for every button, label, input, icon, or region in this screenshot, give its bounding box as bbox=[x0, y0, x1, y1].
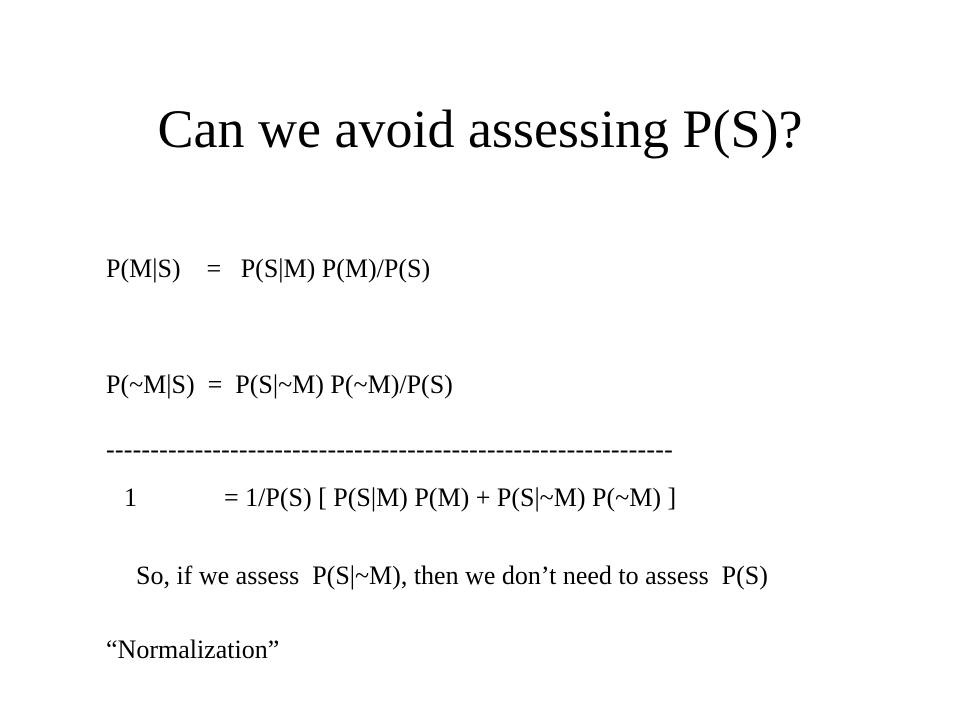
bayes-equation-m: P(M|S) = P(S|M) P(M)/P(S) bbox=[106, 254, 431, 283]
normalization-label: “Normalization” bbox=[106, 635, 280, 664]
sum-divider-line: ---------------------------------------------------------------- bbox=[106, 435, 673, 464]
slide-title: Can we avoid assessing P(S)? bbox=[157, 99, 803, 159]
bayes-equation-not-m: P(~M|S) = P(S|~M) P(~M)/P(S) bbox=[106, 370, 453, 399]
conclusion-text: So, if we assess P(S|~M), then we don’t need to assess P(S) bbox=[136, 561, 768, 590]
sum-left-side: 1 bbox=[124, 483, 137, 512]
sum-right-side: = 1/P(S) [ P(S|M) P(M) + P(S|~M) P(~M) ] bbox=[224, 483, 677, 512]
